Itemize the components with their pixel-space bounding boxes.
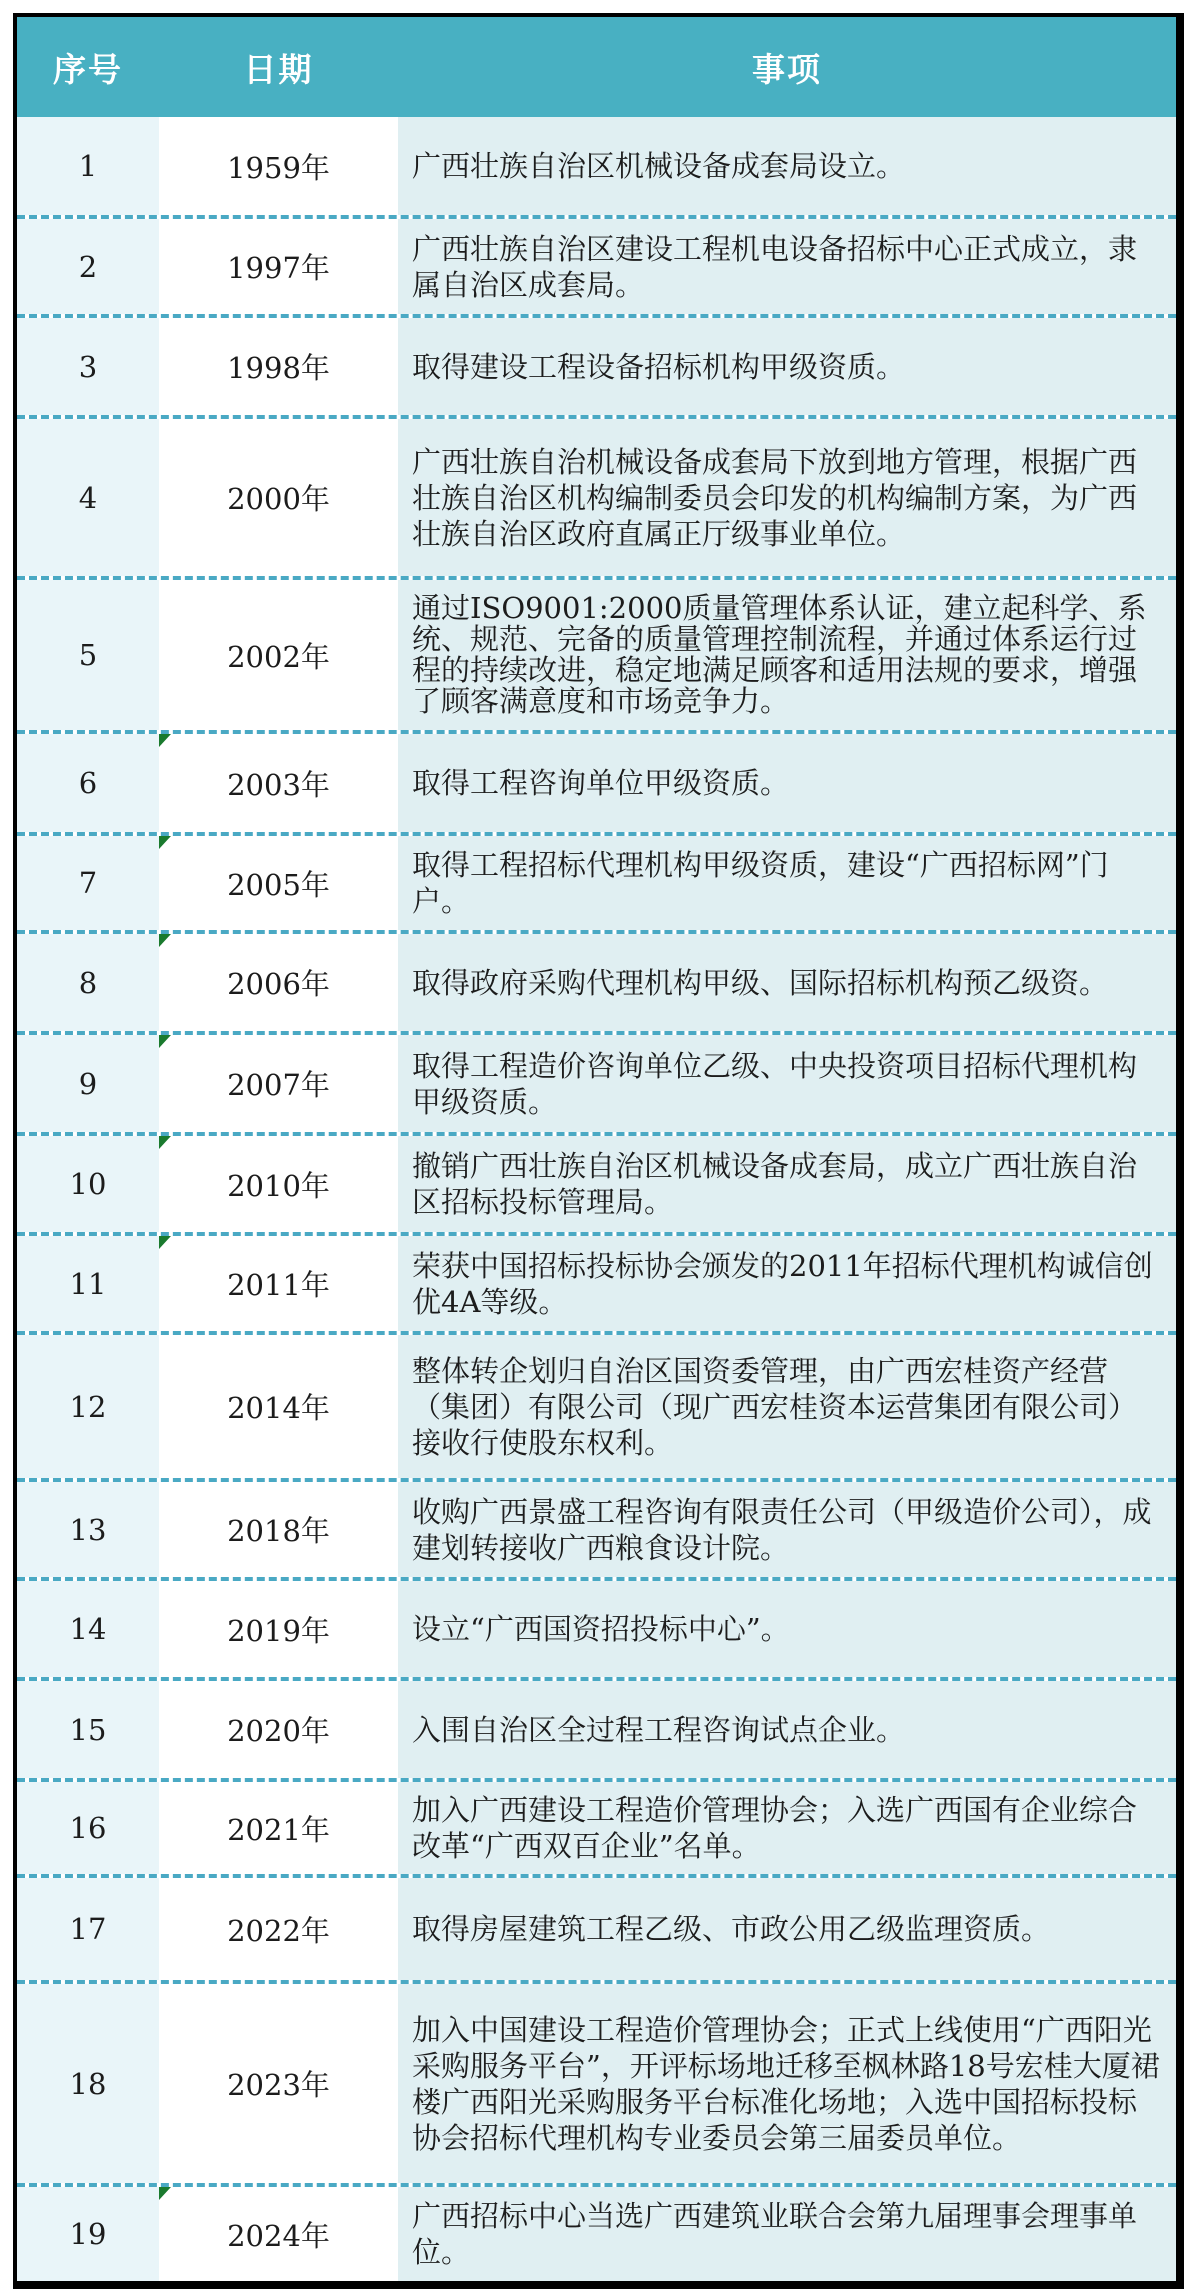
- date-cell: 2000年: [159, 419, 398, 576]
- date-cell: 1997年: [159, 219, 398, 314]
- event-text: 取得政府采购代理机构甲级、国际招标机构预乙级资。: [412, 965, 1109, 1000]
- table-row: [17, 215, 1176, 314]
- event-text: 加入广西建设工程造价管理协会；入选广西国有企业综合改革“广西双百企业”名单。: [412, 1793, 1138, 1863]
- table-row: [17, 1577, 1176, 1677]
- row-number-cell: 10: [17, 1136, 159, 1232]
- table-row: [17, 1232, 1176, 1331]
- table-row: [17, 930, 1176, 1031]
- row-number-cell: 1: [17, 117, 159, 215]
- date-cell: 2024年: [159, 2187, 398, 2281]
- date-cell: 1998年: [159, 318, 398, 415]
- event-cell: [398, 1035, 1176, 1132]
- date-cell: 2007年: [159, 1035, 398, 1132]
- event-text: 广西招标中心当选广西建筑业联合会第九届理事会理事单位。: [412, 2199, 1138, 2269]
- history-table: [13, 13, 1184, 2289]
- event-cell: [398, 580, 1176, 730]
- row-number-cell: 8: [17, 934, 159, 1031]
- comment-flag-icon: [159, 1236, 171, 1249]
- table-row: [17, 1331, 1176, 1478]
- row-number-cell: 13: [17, 1482, 159, 1577]
- row-number-cell: 19: [17, 2187, 159, 2281]
- event-text: 撤销广西壮族自治区机械设备成套局，成立广西壮族自治区招标投标管理局。: [412, 1149, 1138, 1219]
- table-row: [17, 1677, 1176, 1778]
- event-text: 通过ISO9001:2000质量管理体系认证，建立起科学、系统、规范、完备的质量管理控制流程，并通过体系运行过程的持续改进，稳定地满足顾客和适用法规的要求，增强了顾客满意度和市场竞争力。: [412, 591, 1147, 718]
- table-row: [17, 1031, 1176, 1132]
- event-cell: [398, 1136, 1176, 1232]
- event-cell: [398, 1236, 1176, 1331]
- date-cell: 2003年: [159, 734, 398, 832]
- table-row: [17, 1874, 1176, 1980]
- event-text: 取得工程造价咨询单位乙级、中央投资项目招标代理机构甲级资质。: [412, 1048, 1138, 1119]
- row-number-cell: 2: [17, 219, 159, 314]
- event-text: 设立“广西国资招投标中心”。: [412, 1612, 790, 1646]
- table-row: [17, 730, 1176, 832]
- comment-flag-icon: [159, 836, 171, 849]
- event-cell: [398, 2187, 1176, 2281]
- date-cell: 2010年: [159, 1136, 398, 1232]
- row-number-cell: 5: [17, 580, 159, 730]
- event-cell: [398, 1581, 1176, 1677]
- event-cell: [398, 117, 1176, 215]
- table-row: [17, 1132, 1176, 1232]
- table-row: [17, 832, 1176, 930]
- event-cell: [398, 318, 1176, 415]
- event-cell: [398, 1335, 1176, 1478]
- event-text: 广西壮族自治区建设工程机电设备招标中心正式成立，隶属自治区成套局。: [412, 231, 1138, 302]
- date-cell: 2018年: [159, 1482, 398, 1577]
- event-text: 取得工程招标代理机构甲级资质，建设“广西招标网”门户。: [412, 848, 1109, 918]
- row-number-cell: 15: [17, 1681, 159, 1778]
- row-number-cell: 14: [17, 1581, 159, 1677]
- event-cell: [398, 219, 1176, 314]
- date-cell: 2023年: [159, 1984, 398, 2183]
- table-header-row: [17, 17, 1176, 117]
- date-cell: 2020年: [159, 1681, 398, 1778]
- row-number-cell: 6: [17, 734, 159, 832]
- date-cell: 2005年: [159, 836, 398, 930]
- event-text: 收购广西景盛工程咨询有限责任公司（甲级造价公司），成建划转接收广西粮食设计院。: [412, 1494, 1152, 1565]
- table-row: [17, 576, 1176, 730]
- event-cell: [398, 1681, 1176, 1778]
- date-cell: 2022年: [159, 1878, 398, 1980]
- header-cell-event: 事项: [752, 49, 822, 89]
- row-number-cell: 12: [17, 1335, 159, 1478]
- event-text: 取得建设工程设备招标机构甲级资质。: [412, 349, 906, 384]
- date-cell: 2002年: [159, 580, 398, 730]
- row-number-cell: 4: [17, 419, 159, 576]
- row-number-cell: 16: [17, 1782, 159, 1874]
- table-row: [17, 415, 1176, 576]
- header-cell-date: 日期: [243, 49, 314, 89]
- row-number-cell: 18: [17, 1984, 159, 2183]
- event-cell: [398, 734, 1176, 832]
- date-cell: 2011年: [159, 1236, 398, 1331]
- event-cell: [398, 1984, 1176, 2183]
- event-text: 广西壮族自治区机械设备成套局设立。: [412, 149, 906, 183]
- date-cell: 2019年: [159, 1581, 398, 1677]
- event-text: 荣获中国招标投标协会颁发的2011年招标代理机构诚信创优4A等级。: [412, 1248, 1153, 1319]
- event-text: 广西壮族自治机械设备成套局下放到地方管理，根据广西壮族自治区机构编制委员会印发的机构编制方案，为广西壮族自治区政府直属正厅级事业单位。: [412, 444, 1138, 551]
- comment-flag-icon: [159, 1136, 171, 1149]
- row-number-cell: 11: [17, 1236, 159, 1331]
- header-cell-number: 序号: [53, 49, 123, 89]
- table-row: [17, 117, 1176, 215]
- table-row: [17, 2183, 1176, 2281]
- event-cell: [398, 419, 1176, 576]
- row-number-cell: 17: [17, 1878, 159, 1980]
- comment-flag-icon: [159, 934, 171, 947]
- event-cell: [398, 934, 1176, 1031]
- comment-flag-icon: [159, 734, 171, 747]
- event-cell: [398, 1782, 1176, 1874]
- table-row: [17, 1980, 1176, 2183]
- event-text: 整体转企划归自治区国资委管理，由广西宏桂资产经营（集团）有限公司（现广西宏桂资本运营集团有限公司）接收行使股东权利。: [412, 1353, 1138, 1460]
- row-number-cell: 7: [17, 836, 159, 930]
- event-text: 取得房屋建筑工程乙级、市政公用乙级监理资质。: [412, 1912, 1051, 1946]
- event-cell: [398, 1878, 1176, 1980]
- row-number-cell: 3: [17, 318, 159, 415]
- date-cell: 1959年: [159, 117, 398, 215]
- event-text: 取得工程咨询单位甲级资质。: [412, 766, 790, 800]
- table-row: [17, 1478, 1176, 1577]
- row-number-cell: 9: [17, 1035, 159, 1132]
- event-cell: [398, 836, 1176, 930]
- date-cell: 2021年: [159, 1782, 398, 1874]
- event-text: 加入中国建设工程造价管理协会；正式上线使用“广西阳光采购服务平台”，开评标场地迁移至枫林路18号宏桂大厦裙楼广西阳光采购服务平台标准化场地；入选中国招标投标协会招标代理机构专业委员会第三届委员单位。: [412, 2012, 1160, 2155]
- event-cell: [398, 1482, 1176, 1577]
- table-row: [17, 1778, 1176, 1874]
- date-cell: 2014年: [159, 1335, 398, 1478]
- date-cell: 2006年: [159, 934, 398, 1031]
- event-text: 入围自治区全过程工程咨询试点企业。: [412, 1712, 906, 1747]
- table-row: [17, 314, 1176, 415]
- comment-flag-icon: [159, 2187, 171, 2200]
- comment-flag-icon: [159, 1035, 171, 1048]
- table-body: [17, 117, 1176, 2281]
